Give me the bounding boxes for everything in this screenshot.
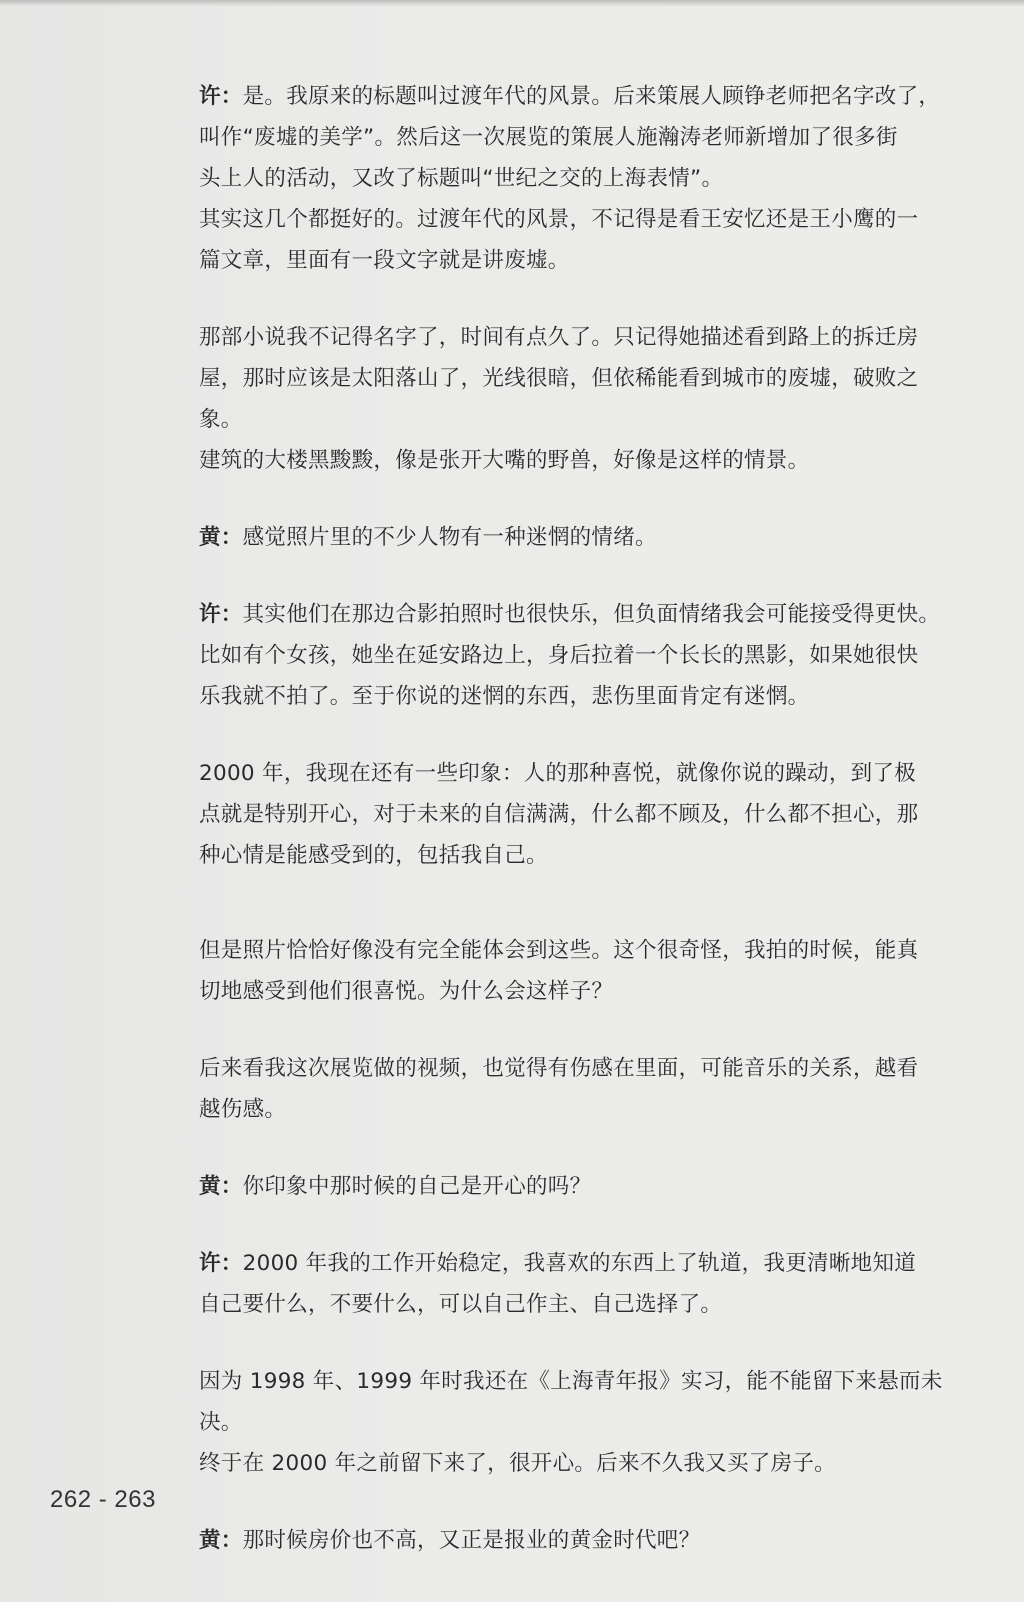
text-line: 乐我就不拍了。至于你说的迷惘的东西，悲伤里面肯定有迷惘。 [199,684,810,709]
paragraph [199,1048,959,1130]
paragraph [199,1520,959,1561]
paragraph [199,199,959,281]
text-line: 感觉照片里的不少人物有一种迷惘的情绪。 [242,525,657,550]
interview-text [199,76,959,1561]
page-top-edge [0,0,1024,6]
text-line: 叫作“废墟的美学”。然后这一次展览的策展人施瀚涛老师新增加了很多街 [199,125,898,150]
text-line: 篇文章，里面有一段文字就是讲废墟。 [199,248,570,273]
text-line: 那时候房价也不高，又正是报业的黄金时代吧？ [242,1528,701,1553]
text-line: 其实他们在那边合影拍照时也很快乐，但负面情绪我会可能接受得更快。 [242,602,941,627]
paragraph [199,1243,959,1325]
page-number: 262 - 263 [50,1486,156,1513]
paragraph [199,1361,959,1484]
text-line: 建筑的大楼黑黢黢，像是张开大嘴的野兽，好像是这样的情景。 [199,448,810,473]
text-line: 2000 年我的工作开始稳定，我喜欢的东西上了轨道，我更清晰地知道 [242,1251,917,1276]
text-line: 你印象中那时候的自己是开心的吗？ [242,1174,592,1199]
text-line: 种心情是能感受到的，包括我自己。 [199,843,548,868]
text-line: 是。我原来的标题叫过渡年代的风景。后来策展人顾铮老师把名字改了， [242,84,941,109]
speaker-label: 黄： [199,1174,243,1199]
text-line: 因为 1998 年、1999 年时我还在《上海青年报》实习，能不能留下来悬而未决。 [199,1369,943,1435]
text-line: 其实这几个都挺好的。过渡年代的风景，不记得是看王安忆还是王小鹰的一 [199,207,919,232]
text-line: 切地感受到他们很喜悦。为什么会这样子？ [199,979,614,1004]
paragraph [199,930,959,1012]
paragraph [199,1166,959,1207]
text-line: 屋，那时应该是太阳落山了，光线很暗，但依稀能看到城市的废墟，破败之象。 [199,366,919,432]
text-line: 那部小说我不记得名字了，时间有点久了。只记得她描述看到路上的拆迁房 [199,325,919,350]
speaker-label: 许： [199,602,243,627]
text-line: 比如有个女孩，她坐在延安路边上，身后拉着一个长长的黑影，如果她很快 [199,643,919,668]
text-line: 自己要什么，不要什么，可以自己作主、自己选择了。 [199,1292,723,1317]
text-line: 2000 年，我现在还有一些印象：人的那种喜悦，就像你说的躁动，到了极 [199,761,917,786]
text-line: 后来看我这次展览做的视频，也觉得有伤感在里面，可能音乐的关系，越看 [199,1056,919,1081]
text-line: 点就是特别开心，对于未来的自信满满，什么都不顾及，什么都不担心，那 [199,802,919,827]
text-line: 越伤感。 [199,1097,287,1122]
speaker-label: 许： [199,1251,243,1276]
paragraph [199,753,959,876]
paragraph [199,317,959,481]
text-line: 但是照片恰恰好像没有完全能体会到这些。这个很奇怪，我拍的时候，能真 [199,938,919,963]
paragraph [199,594,959,717]
speaker-label: 许： [199,84,243,109]
paragraph [199,517,959,558]
speaker-label: 黄： [199,525,243,550]
speaker-label: 黄： [199,1528,243,1553]
paragraph [199,76,959,199]
text-line: 头上人的活动，又改了标题叫“世纪之交的上海表情”。 [199,166,724,191]
text-line: 终于在 2000 年之前留下来了，很开心。后来不久我又买了房子。 [199,1451,836,1476]
